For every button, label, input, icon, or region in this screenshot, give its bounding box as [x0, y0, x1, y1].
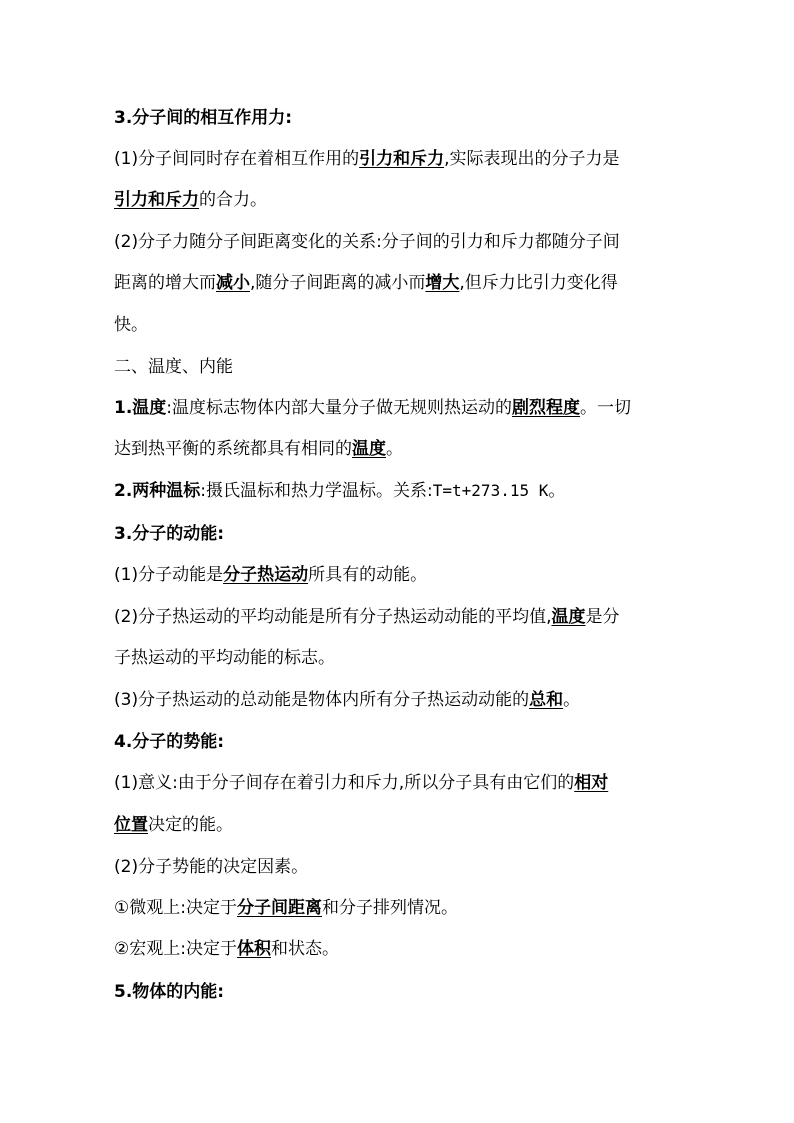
text: (1)意义:由于分子间存在着引力和斥力,所以分子具有由它们的: [114, 773, 575, 793]
paragraph-line: [114, 480, 694, 502]
section-heading-temperature: [114, 356, 694, 378]
text: (1)分子动能是: [114, 565, 224, 585]
text: 。一切: [580, 398, 632, 418]
paragraph-line: [114, 397, 694, 419]
text: ②宏观上:决定于: [114, 939, 237, 959]
text: 达到热平衡的系统都具有相同的: [114, 439, 352, 459]
text: 和分子排列情况。: [321, 898, 458, 918]
text: (2)分子势能的决定因素。: [114, 857, 309, 877]
text: 和状态。: [270, 939, 339, 959]
heading-potential-energy: [114, 731, 694, 753]
paragraph-line: [114, 438, 694, 460]
heading-kinetic-energy: [114, 523, 694, 545]
answer-underline: 分子间距离: [236, 898, 322, 918]
paragraph-line: [114, 856, 694, 878]
text: 所具有的动能。: [308, 565, 428, 585]
heading-intermolecular-force: [114, 107, 694, 129]
heading-internal-energy: [114, 981, 694, 1003]
paragraph-line: [114, 897, 694, 919]
text: 是分: [585, 607, 620, 627]
heading-text: 4.分子的势能:: [114, 732, 225, 752]
paragraph-line: [114, 606, 694, 628]
text: 距离的增大而: [114, 273, 216, 293]
answer-underline: 总和: [529, 690, 564, 710]
answer-underline: 减小: [216, 273, 250, 293]
text: :摄氏温标和热力学温标。关系:: [200, 481, 433, 501]
heading-text: 3.分子的动能:: [114, 524, 225, 544]
paragraph-line: [114, 814, 694, 836]
text: ,随分子间距离的减小而: [250, 273, 426, 293]
term-label: 1.温度: [114, 398, 167, 418]
text: ①微观上:决定于: [114, 898, 237, 918]
answer-underline: 体积: [236, 939, 271, 959]
formula: T=t+273.15 K: [432, 481, 549, 500]
answer-underline: 位置: [114, 815, 148, 835]
text: 。: [563, 690, 581, 710]
text: :温度标志物体内部大量分子做无规则热运动的: [166, 398, 513, 418]
heading-text: 5.物体的内能:: [114, 982, 225, 1002]
paragraph-line: [114, 314, 694, 336]
text: ,但斥力比引力变化得: [459, 273, 618, 293]
text: (3)分子热运动的总动能是物体内所有分子热运动动能的: [114, 690, 530, 710]
text: 快。: [114, 315, 148, 335]
text: (2)分子热运动的平均动能是所有分子热运动动能的平均值,: [114, 607, 552, 627]
paragraph-line: [114, 272, 694, 294]
answer-underline: 增大: [425, 273, 460, 293]
heading-text: 3.分子间的相互作用力:: [114, 108, 293, 128]
paragraph-line: [114, 938, 694, 960]
text: 决定的能。: [148, 815, 233, 835]
text: 。: [548, 481, 566, 501]
paragraph-line: [114, 148, 694, 170]
section-heading-text: 二、温度、内能: [114, 357, 233, 377]
text: 的合力。: [199, 190, 267, 210]
answer-underline: 引力和斥力: [359, 149, 445, 169]
text: 。: [386, 439, 403, 459]
text: 子热运动的平均动能的标志。: [114, 648, 335, 668]
paragraph-line: [114, 772, 694, 794]
text: ,实际表现出的分子力是: [444, 149, 620, 169]
answer-underline: 引力和斥力: [114, 190, 199, 210]
text: (2)分子力随分子间距离变化的关系:分子间的引力和斥力都随分子间: [114, 232, 620, 252]
answer-underline: 温度: [352, 439, 386, 459]
paragraph-line: [114, 647, 694, 669]
answer-underline: 剧烈程度: [512, 398, 581, 418]
answer-underline: 分子热运动: [223, 565, 309, 585]
paragraph-line: [114, 564, 694, 586]
term-label: 2.两种温标: [114, 481, 201, 501]
paragraph-line: [114, 231, 694, 253]
paragraph-line: [114, 689, 694, 711]
answer-underline: 温度: [551, 607, 586, 627]
paragraph-line: [114, 189, 694, 211]
answer-underline: 相对: [574, 773, 609, 793]
text: (1)分子间同时存在着相互作用的: [114, 149, 360, 169]
